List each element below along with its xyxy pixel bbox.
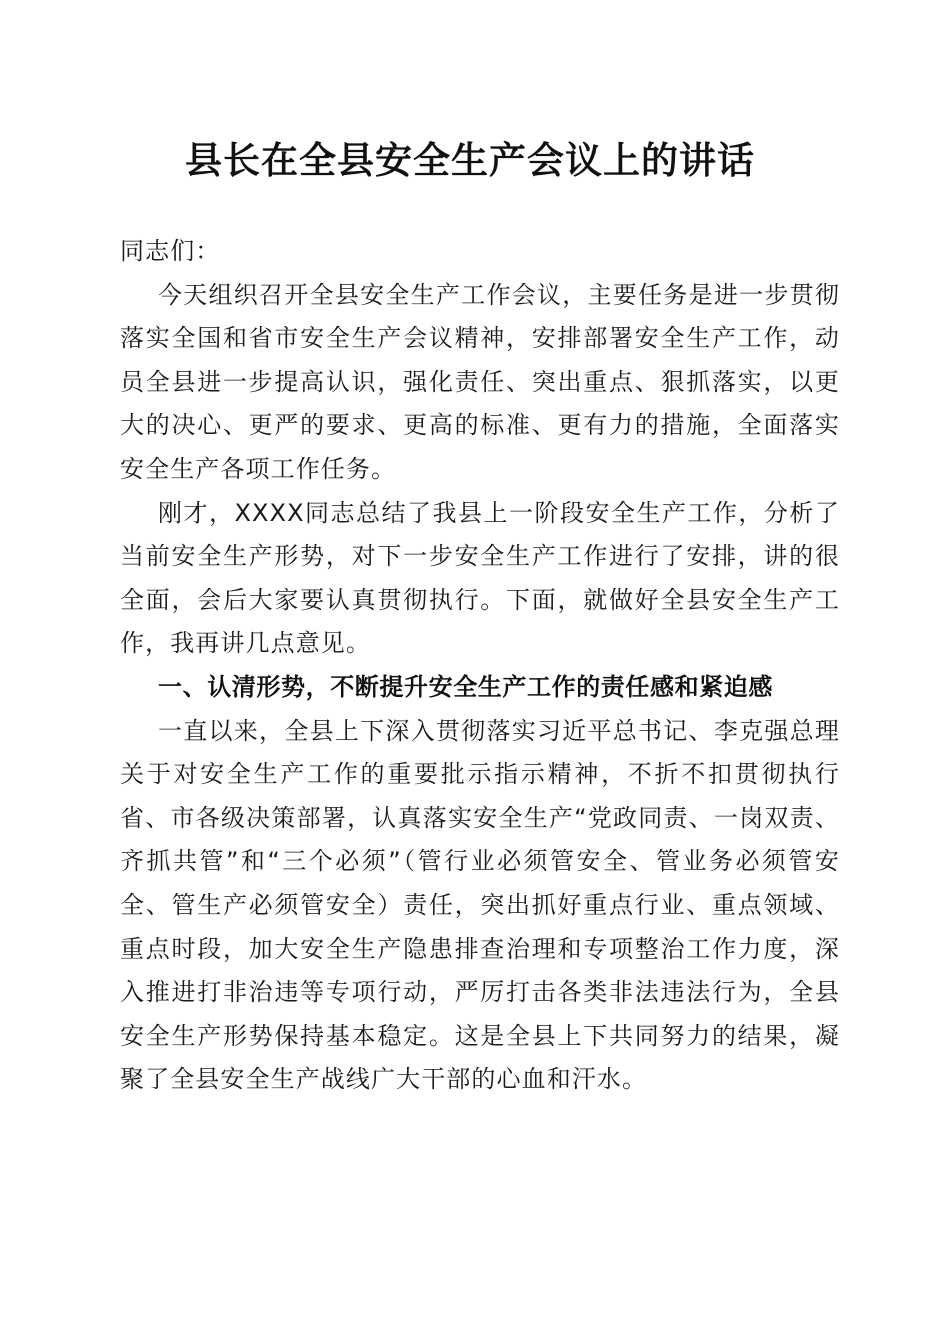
section-paragraph: 一直以来，全县上下深入贯彻落实习近平总书记、李克强总理关于对安全生产工作的重要批示指示精神，不折不扣贯彻执行省、市各级决策部署，认真落实安全生产“党政同责、一岗双责、齐抓共管”和“三个必须”（管行业必须管安全、管业务必须管安全、管生产必须管安全）责任，突出抓好重点行业、重点领域、重点时段，加大安全生产隐患排查治理和专项整治工作力度，深入推进打非治违等专项行动，严厉打击各类非法违法行为，全县安全生产形势保持基本稳定。这是全县上下共同努力的结果，凝聚了全县安全生产战线广大干部的心血和汗水。 bbox=[120, 716, 840, 1094]
paragraph-summary: 刚才，XXXX同志总结了我县上一阶段安全生产工作，分析了当前安全生产形势，对下一步安全生产工作进行了安排，讲的很全面，会后大家要认真贯彻执行。下面，就做好全县安全生产工作，我再讲几点意见。 bbox=[120, 498, 840, 658]
document-body bbox=[120, 230, 840, 1102]
document-title: 县长在全县安全生产会议上的讲话 bbox=[185, 138, 755, 182]
salutation: 同志们： bbox=[120, 237, 221, 265]
section-heading: 一、认清形势，不断提升安全生产工作的责任感和紧迫感 bbox=[158, 672, 773, 701]
paragraph-opening: 今天组织召开全县安全生产工作会议，主要任务是进一步贯彻落实全国和省市安全生产会议精神，安排部署安全生产工作，动员全县进一步提高认识，强化责任、突出重点、狠抓落实，以更大的决心、更严的要求、更高的标准、更有力的措施，全面落实安全生产各项工作任务。 bbox=[120, 280, 840, 483]
